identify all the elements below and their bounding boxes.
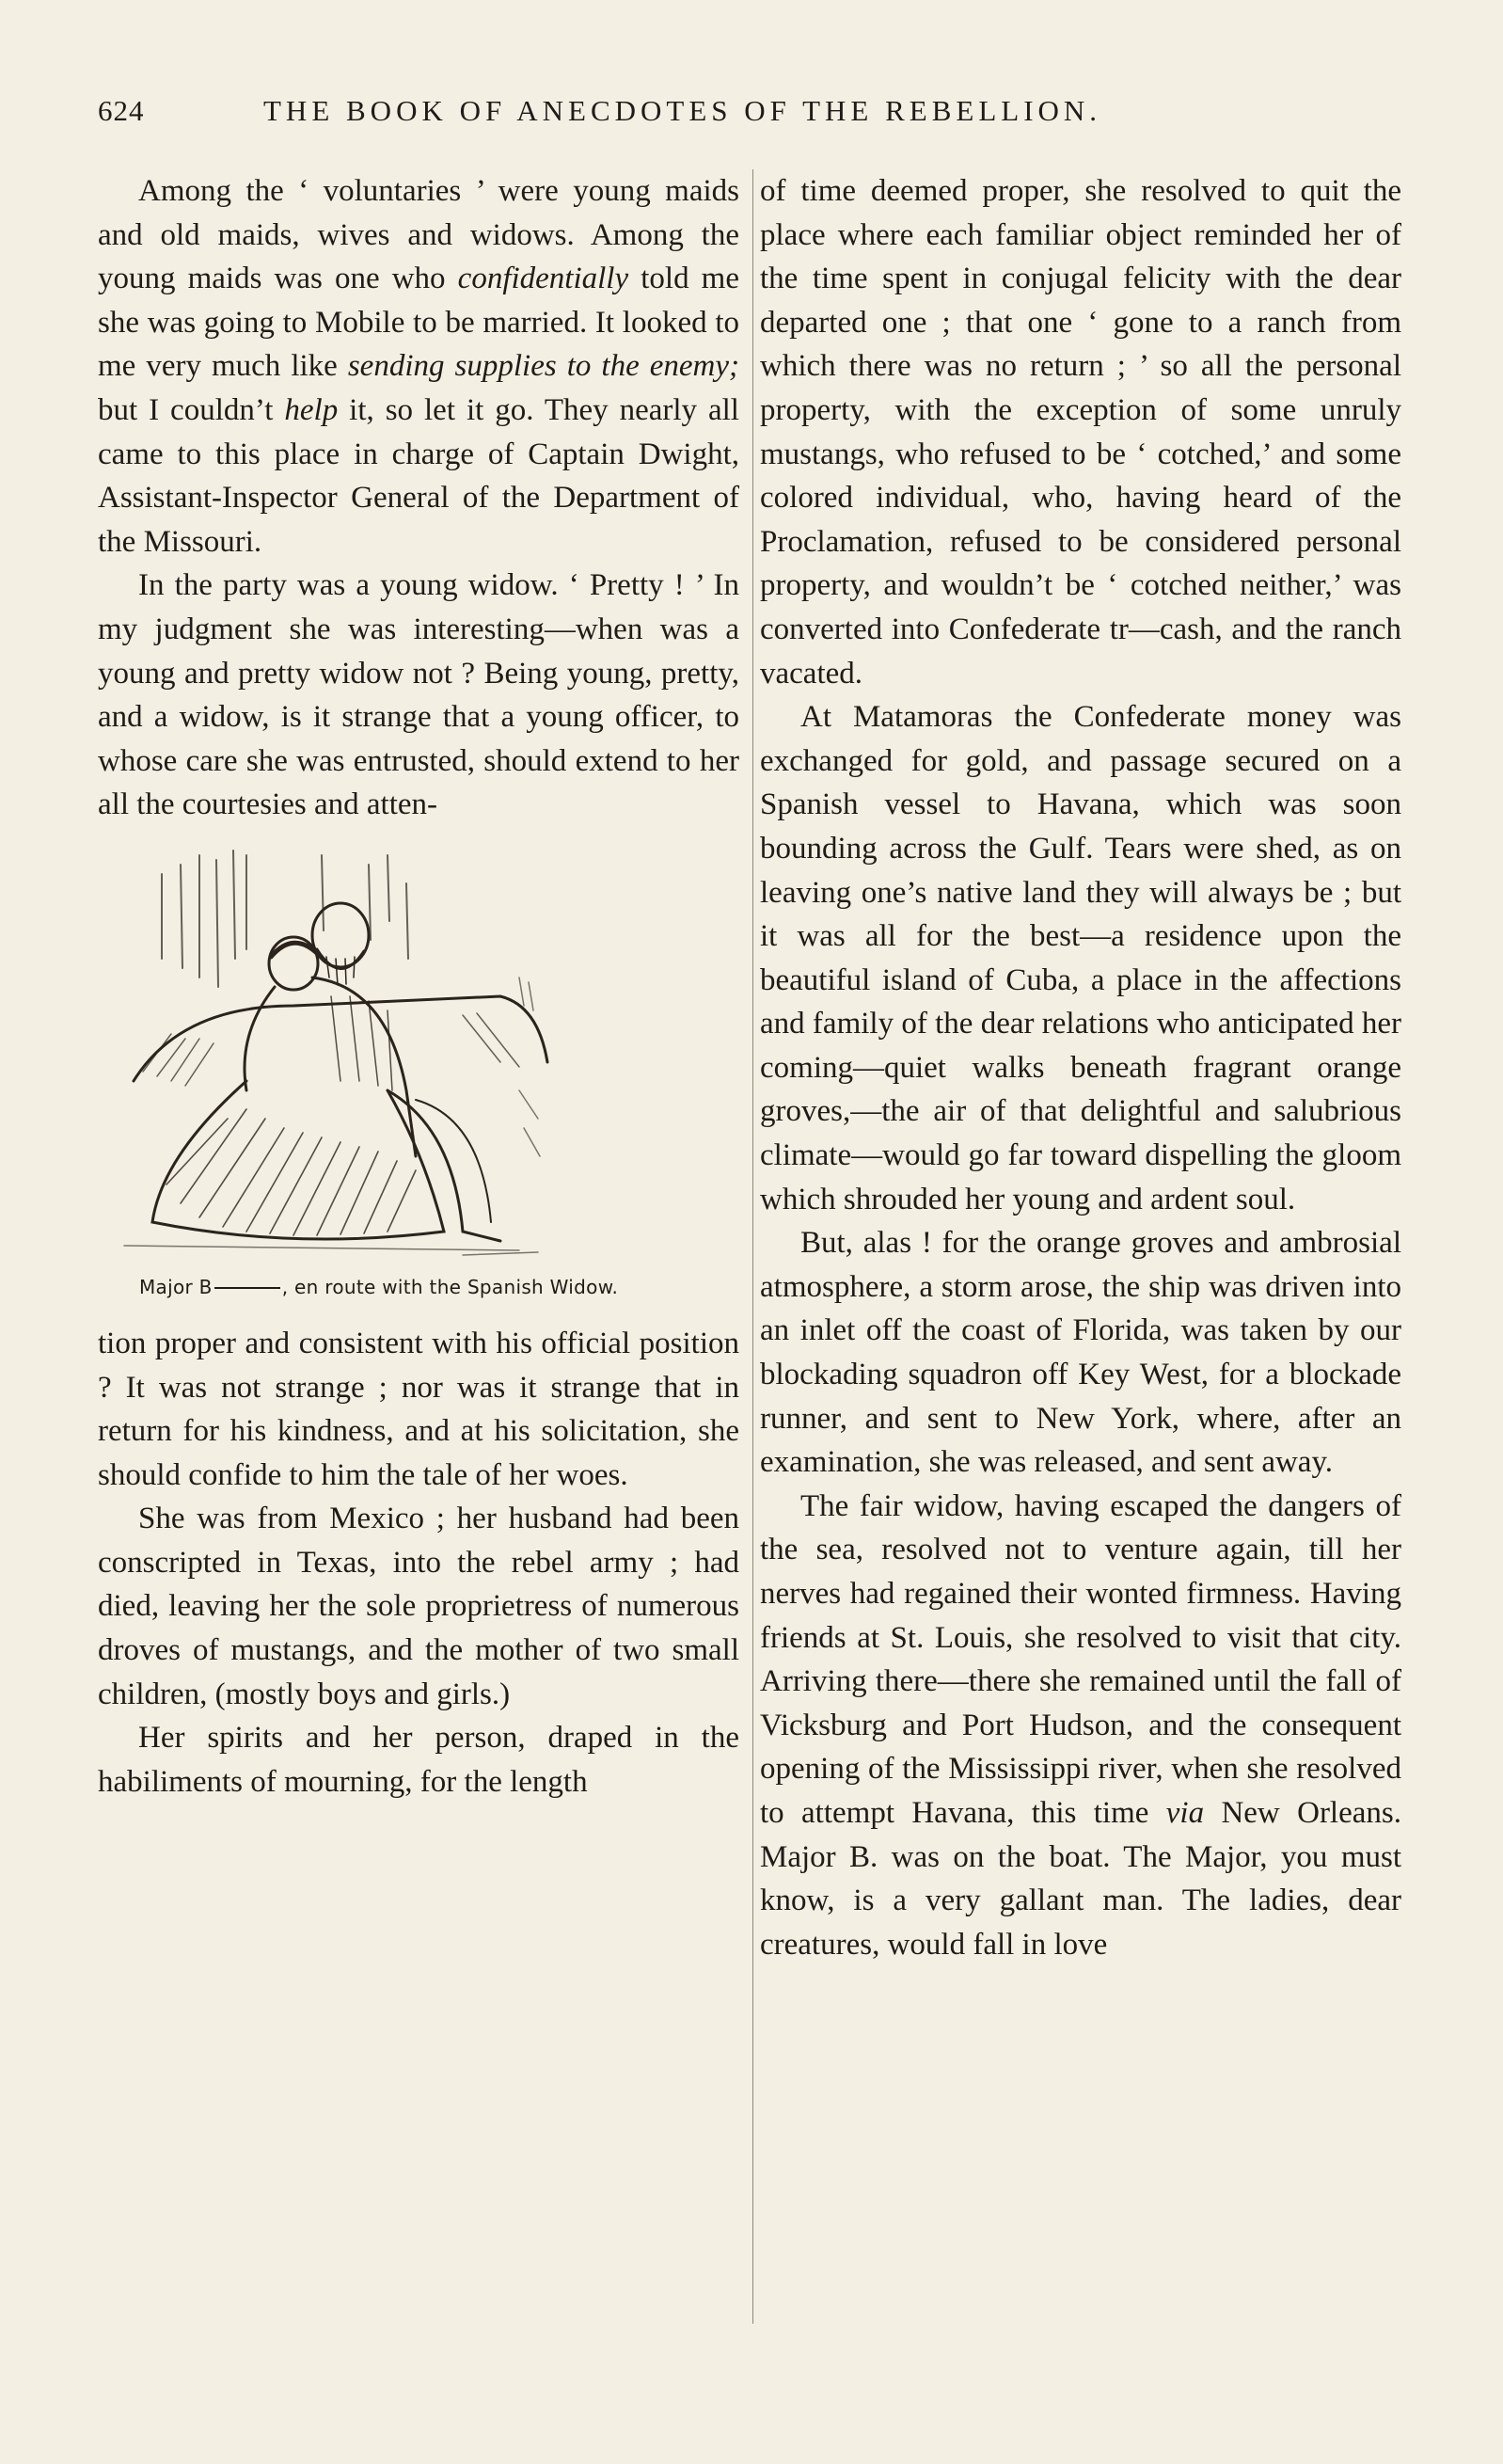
running-header <box>98 94 1405 141</box>
column-divider <box>752 169 753 2324</box>
left-column <box>98 169 739 1804</box>
caption-dash <box>214 1287 280 1289</box>
emphasis-confidentially: confidentially <box>457 262 629 296</box>
emphasis-via: via <box>1165 1795 1205 1830</box>
page-number: 624 <box>98 94 145 127</box>
running-title: THE BOOK OF ANECDOTES OF THE REBELLION. <box>263 94 1102 127</box>
engraving-couple-illustration <box>105 846 726 1260</box>
figure-caption: Major B , en route with the Spanish Widow. <box>139 1275 619 1298</box>
emphasis-help: help <box>284 392 339 427</box>
paragraph-voluntaries: Among the ‘ voluntaries ’ were young maids and old maids, wives and widows. Among the young maids was one who confidentially told me she was going to Mobile to be married. It looked to me very much like sending supplies to the enemy; but I couldn’t help it, so let it go. They nearly all came to this place in charge of Captain Dwight, Assistant-Inspector General of the Department of the Missouri. <box>98 174 739 559</box>
paragraph-young-widow: In the party was a young widow. ‘ Pretty ! ’ In my judgment she was interesting—when was a young and pretty widow not ? Being young, pretty, and a widow, is it strange that a young officer, to whose care she was entrusted, should extend to her all the courtesies and atten- <box>98 568 739 822</box>
emphasis-sending-supplies: sending supplies to the enemy; <box>347 349 739 384</box>
right-column <box>760 169 1401 1966</box>
illustration-figure <box>98 846 739 1301</box>
paragraph-alas: But, alas ! for the orange groves and ambrosial atmosphere, a storm arose, the ship was driven into an inlet off the coast of Florida, was taken by our blockading squadron off Key West, for a blockade runner, and sent to New York, where, after an examination, she was released, and sent away. <box>760 1226 1401 1480</box>
paragraph-matamoras: At Matamoras the Confederate money was exchanged for gold, and passage secured on a Spanish vessel to Havana, which was soon bounding across the Gulf. Tears were shed, as on leaving one’s native land they will always be ; but it was all for the best—a residence upon the beautiful island of Cuba, a place in the affections and family of the dear relations who anticipated her coming—quiet walks beneath fragrant orange groves,—the air of that delightful and salubrious climate—would go far toward dispelling the gloom which shrouded her young and ardent soul. <box>760 700 1401 1216</box>
paragraph-time-deemed: of time deemed proper, she resolved to quit the place where each familiar object reminded her of the time spent in conjugal felicity with the dear departed one ; that one ‘ gone to a ranch from which there was no return ; ’ so all the personal property, with the exception of some unruly mustangs, who refused to be ‘ cotched,’ and some colored individual, who, having heard of the Proclamation, refused to be considered personal property, and wouldn’t be ‘ cotched neither,’ was converted into Confederate tr—cash, and the ranch vacated. <box>760 174 1401 691</box>
paragraph-fair-widow: The fair widow, having escaped the dangers of the sea, resolved not to venture again, till her nerves had regained their wonted firmness. Having friends at St. Louis, she resolved to visit that city. Arriving there—there she remained until the fall of Vicksburg and Port Hudson, and the consequent opening of the Mississippi river, when she resolved to attempt Havana, this time via New Orleans. Major B. was on the boat. The Major, you must know, is a very gallant man. The ladies, dear creatures, would fall in love <box>760 1488 1401 1962</box>
paragraph-from-mexico: She was from Mexico ; her husband had been conscripted in Texas, into the rebel army ; had died, leaving her the sole proprietress of numerous droves of mustangs, and the mother of two small children, (mostly boys and girls.) <box>98 1502 739 1711</box>
paragraph-her-spirits: Her spirits and her person, draped in the habiliments of mourning, for the length <box>98 1721 739 1799</box>
paragraph-tion-proper: tion proper and consistent with his official position ? It was not strange ; nor was it strange that in return for his kindness, and at his solicitation, she should confide to him the tale of her woes. <box>98 1326 739 1492</box>
